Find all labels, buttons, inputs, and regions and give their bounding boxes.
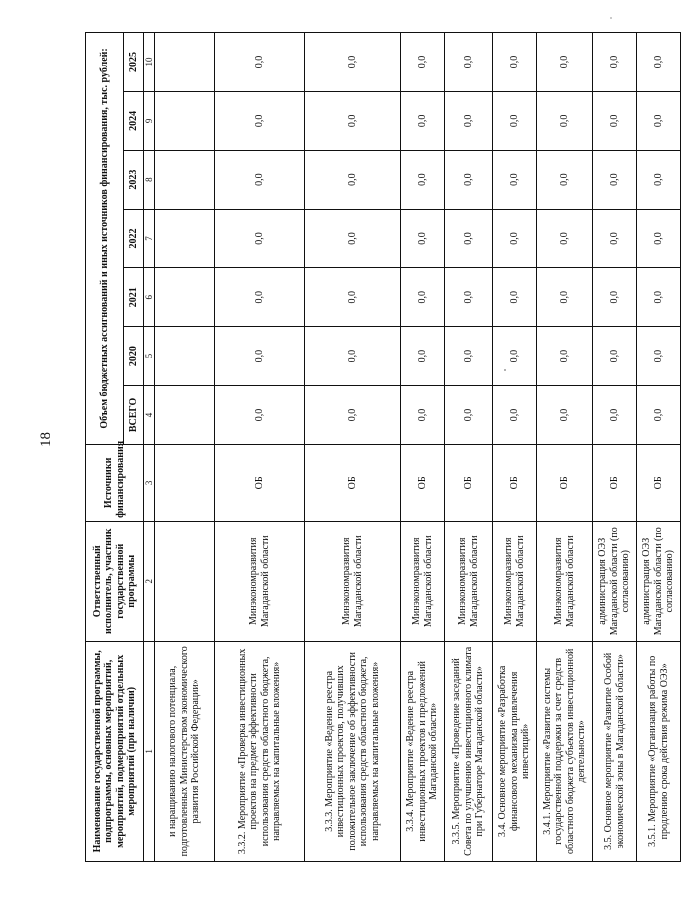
table-row: [215, 33, 305, 862]
table-row: [637, 33, 681, 862]
row-value: 0,0: [215, 268, 305, 327]
header-total: ВСЕГО: [124, 386, 144, 445]
header-year: 2020: [124, 327, 144, 386]
row-executor: Минэкономразвития Магаданской области: [493, 521, 537, 641]
row-executor: Минэкономразвития Магаданской области: [215, 521, 305, 641]
row-value: [155, 327, 215, 386]
row-value: 0,0: [305, 91, 401, 150]
header-year: 2024: [124, 91, 144, 150]
row-value: 0,0: [637, 33, 681, 92]
row-value: 0,0: [593, 33, 637, 92]
table-row: [537, 33, 593, 862]
row-source: ОБ: [215, 444, 305, 521]
row-value: 0,0: [637, 386, 681, 445]
row-value: 0,0: [593, 386, 637, 445]
row-value: 0,0: [401, 268, 445, 327]
row-value: 0,0: [401, 386, 445, 445]
row-value: 0,0: [401, 150, 445, 209]
row-value: 0,0: [445, 386, 493, 445]
budget-table: [85, 32, 681, 862]
column-number: 3: [144, 444, 155, 521]
row-name: 3.3.2. Мероприятие «Проверка инвестиционных проектов на предмет эффективности использования средств областного бюджета, направляемых на капитальные вложения»: [215, 641, 305, 861]
row-value: 0,0: [593, 91, 637, 150]
row-executor: Минэкономразвития Магаданской области: [305, 521, 401, 641]
row-value: 0,0: [215, 33, 305, 92]
header-year: 2023: [124, 150, 144, 209]
row-executor: Минэкономразвития Магаданской области: [401, 521, 445, 641]
table-row: [401, 33, 445, 862]
row-source: ОБ: [401, 444, 445, 521]
row-value: 0,0: [445, 209, 493, 268]
row-name: 3.5. Основное мероприятие «Развитие Особой экономической зоны в Магаданской области»: [593, 641, 637, 861]
row-value: 0,0: [215, 91, 305, 150]
row-value: 0,0: [637, 268, 681, 327]
header-name: Наименование государственной программы, подпрограммы, основных мероприятий, мероприятий, подмероприятий отдельных мероприятий (при наличии): [86, 641, 144, 861]
row-value: 0,0: [445, 268, 493, 327]
row-value: 0,0: [493, 91, 537, 150]
rotated-table-wrapper: [85, 32, 676, 862]
row-source: ОБ: [305, 444, 401, 521]
row-value: 0,0: [445, 33, 493, 92]
column-number: 5: [144, 327, 155, 386]
table-row: [593, 33, 637, 862]
column-number: 1: [144, 641, 155, 861]
column-number: 4: [144, 386, 155, 445]
page-number: 18: [38, 432, 54, 447]
row-value: 0,0: [401, 33, 445, 92]
row-value: 0,0: [493, 33, 537, 92]
row-source: [155, 444, 215, 521]
row-executor: [155, 521, 215, 641]
row-name: 3.3.3. Мероприятие «Ведение реестра инвестиционных проектов, получивших положительное заключение об эффективности использования средств областного бюджета, направляемых на капитальные вложения»: [305, 641, 401, 861]
row-value: 0,0: [537, 268, 593, 327]
row-value: [155, 91, 215, 150]
column-number: 8: [144, 150, 155, 209]
table-row: [305, 33, 401, 862]
row-value: [155, 33, 215, 92]
row-executor: Минэкономразвития Магаданской области: [537, 521, 593, 641]
row-value: 0,0: [493, 327, 537, 386]
column-number: 10: [144, 33, 155, 92]
row-value: [155, 268, 215, 327]
row-name: 3.4. Основное мероприятие «Разработка финансового механизма привлечения инвестиций»: [493, 641, 537, 861]
row-value: [155, 150, 215, 209]
row-value: 0,0: [493, 268, 537, 327]
row-value: 0,0: [493, 150, 537, 209]
row-value: 0,0: [445, 91, 493, 150]
row-name: 3.4.1. Мероприятие «Развитие системы государственной поддержки за счет средств областного бюджета субъектов инвестиционной деятельности»: [537, 641, 593, 861]
row-source: ОБ: [593, 444, 637, 521]
row-name: и наращиванию налогового потенциала, подготовленных Министерством экономического развития Российской Федерации»: [155, 641, 215, 861]
row-value: 0,0: [593, 209, 637, 268]
column-number: 2: [144, 521, 155, 641]
row-value: 0,0: [305, 209, 401, 268]
header-year: 2022: [124, 209, 144, 268]
row-value: 0,0: [637, 209, 681, 268]
row-value: 0,0: [215, 386, 305, 445]
row-source: ОБ: [493, 444, 537, 521]
row-value: 0,0: [215, 209, 305, 268]
row-value: [155, 209, 215, 268]
row-executor: администрация ОЭЗ Магаданской области (по согласованию): [593, 521, 637, 641]
header-executor: Ответственный исполнитель, участник государственной программы: [86, 521, 144, 641]
row-source: ОБ: [445, 444, 493, 521]
row-value: 0,0: [537, 150, 593, 209]
row-value: 0,0: [215, 150, 305, 209]
column-number: 9: [144, 91, 155, 150]
header-year: 2025: [124, 33, 144, 92]
row-value: 0,0: [401, 327, 445, 386]
row-value: 0,0: [537, 209, 593, 268]
row-value: 0,0: [593, 327, 637, 386]
header-source: Источники финансирования: [86, 444, 144, 521]
row-value: 0,0: [305, 268, 401, 327]
row-value: 0,0: [537, 33, 593, 92]
row-name: 3.3.4. Мероприятие «Ведение реестра инвестиционных проектов и предложений Магаданской области»: [401, 641, 445, 861]
row-name: 3.3.5. Мероприятие «Проведение заседаний Совета по улучшению инвестиционного климата при Губернаторе Магаданской области»: [445, 641, 493, 861]
column-number: 7: [144, 209, 155, 268]
row-source: ОБ: [537, 444, 593, 521]
row-value: 0,0: [445, 327, 493, 386]
row-value: 0,0: [637, 327, 681, 386]
row-value: 0,0: [493, 209, 537, 268]
table-row: [445, 33, 493, 862]
table-row: [493, 33, 537, 862]
column-number: 6: [144, 268, 155, 327]
row-name: 3.5.1. Мероприятие «Организация работы по продлению срока действия режима ОЭЗ»: [637, 641, 681, 861]
row-value: 0,0: [593, 268, 637, 327]
row-value: 0,0: [445, 150, 493, 209]
row-value: 0,0: [305, 327, 401, 386]
row-value: 0,0: [537, 327, 593, 386]
row-value: 0,0: [537, 91, 593, 150]
row-value: 0,0: [305, 33, 401, 92]
scan-speck: [610, 17, 612, 19]
row-source: ОБ: [637, 444, 681, 521]
row-executor: администрация ОЭЗ Магаданской области (по согласованию): [637, 521, 681, 641]
row-value: [155, 386, 215, 445]
row-value: 0,0: [593, 150, 637, 209]
row-executor: Минэкономразвития Магаданской области: [445, 521, 493, 641]
row-value: 0,0: [637, 150, 681, 209]
row-value: 0,0: [493, 386, 537, 445]
row-value: 0,0: [637, 91, 681, 150]
row-value: 0,0: [537, 386, 593, 445]
row-value: 0,0: [215, 327, 305, 386]
header-budget-group: Объем бюджетных ассигнований и иных источников финансирования, тыс. рублей:: [86, 33, 124, 445]
row-value: 0,0: [401, 91, 445, 150]
header-year: 2021: [124, 268, 144, 327]
row-value: 0,0: [305, 386, 401, 445]
table-row: [155, 33, 215, 862]
row-value: 0,0: [305, 150, 401, 209]
row-value: 0,0: [401, 209, 445, 268]
